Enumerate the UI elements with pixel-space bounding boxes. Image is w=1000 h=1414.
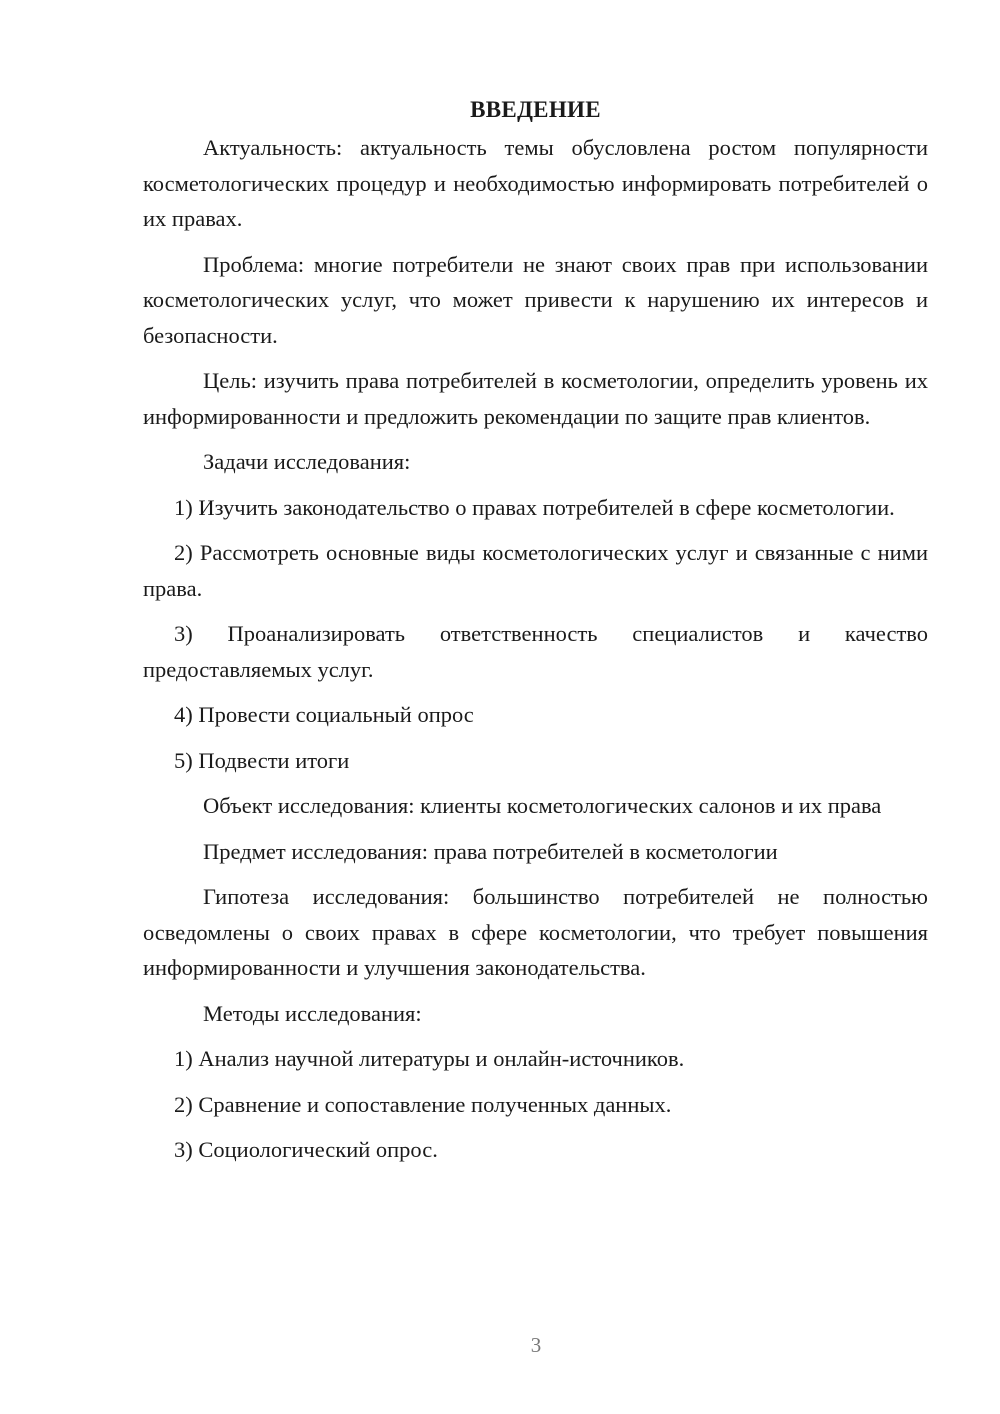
page-title: ВВЕДЕНИЕ <box>470 97 601 122</box>
method-item-1: 1) Анализ научной литературы и онлайн-источников. <box>174 1046 685 1071</box>
relevance-paragraph: Актуальность: актуальность темы обусловлена ростом популярности косметологических процедур и необходимостью информировать потребителей о их правах. <box>143 135 928 231</box>
task-item-2: 2) Рассмотреть основные виды косметологических услуг и связанные с ними права. <box>143 540 928 601</box>
goal-paragraph: Цель: изучить права потребителей в косметологии, определить уровень их информированности и предложить рекомендации по защите прав клиентов. <box>143 368 928 429</box>
task-item-4: 4) Провести социальный опрос <box>174 702 474 727</box>
subject-paragraph: Предмет исследования: права потребителей в косметологии <box>203 838 778 864</box>
task-item-5: 5) Подвести итоги <box>174 747 350 773</box>
document-page <box>143 92 928 1178</box>
task-item-1: 1) Изучить законодательство о правах потребителей в сфере косметологии. <box>174 494 895 520</box>
task-item-3: 3) Проанализировать ответственность специалистов и качество предоставляемых услуг. <box>143 621 928 682</box>
object-paragraph: Объект исследования: клиенты косметологических салонов и их права <box>203 793 882 818</box>
tasks-heading: Задачи исследования: <box>203 449 411 474</box>
page-number: 3 <box>530 1333 542 1357</box>
methods-heading: Методы исследования: <box>203 1000 422 1026</box>
problem-paragraph: Проблема: многие потребители не знают своих прав при использовании косметологических услуг, что может привести к нарушению их интересов и безопасности. <box>143 251 928 348</box>
method-item-2: 2) Сравнение и сопоставление полученных данных. <box>174 1091 672 1117</box>
method-item-3: 3) Социологический опрос. <box>174 1137 438 1162</box>
hypothesis-paragraph: Гипотеза исследования: большинство потребителей не полностью осведомлены о своих правах в сфере косметологии, что требует повышения информированности и улучшения законодательства. <box>143 884 928 980</box>
